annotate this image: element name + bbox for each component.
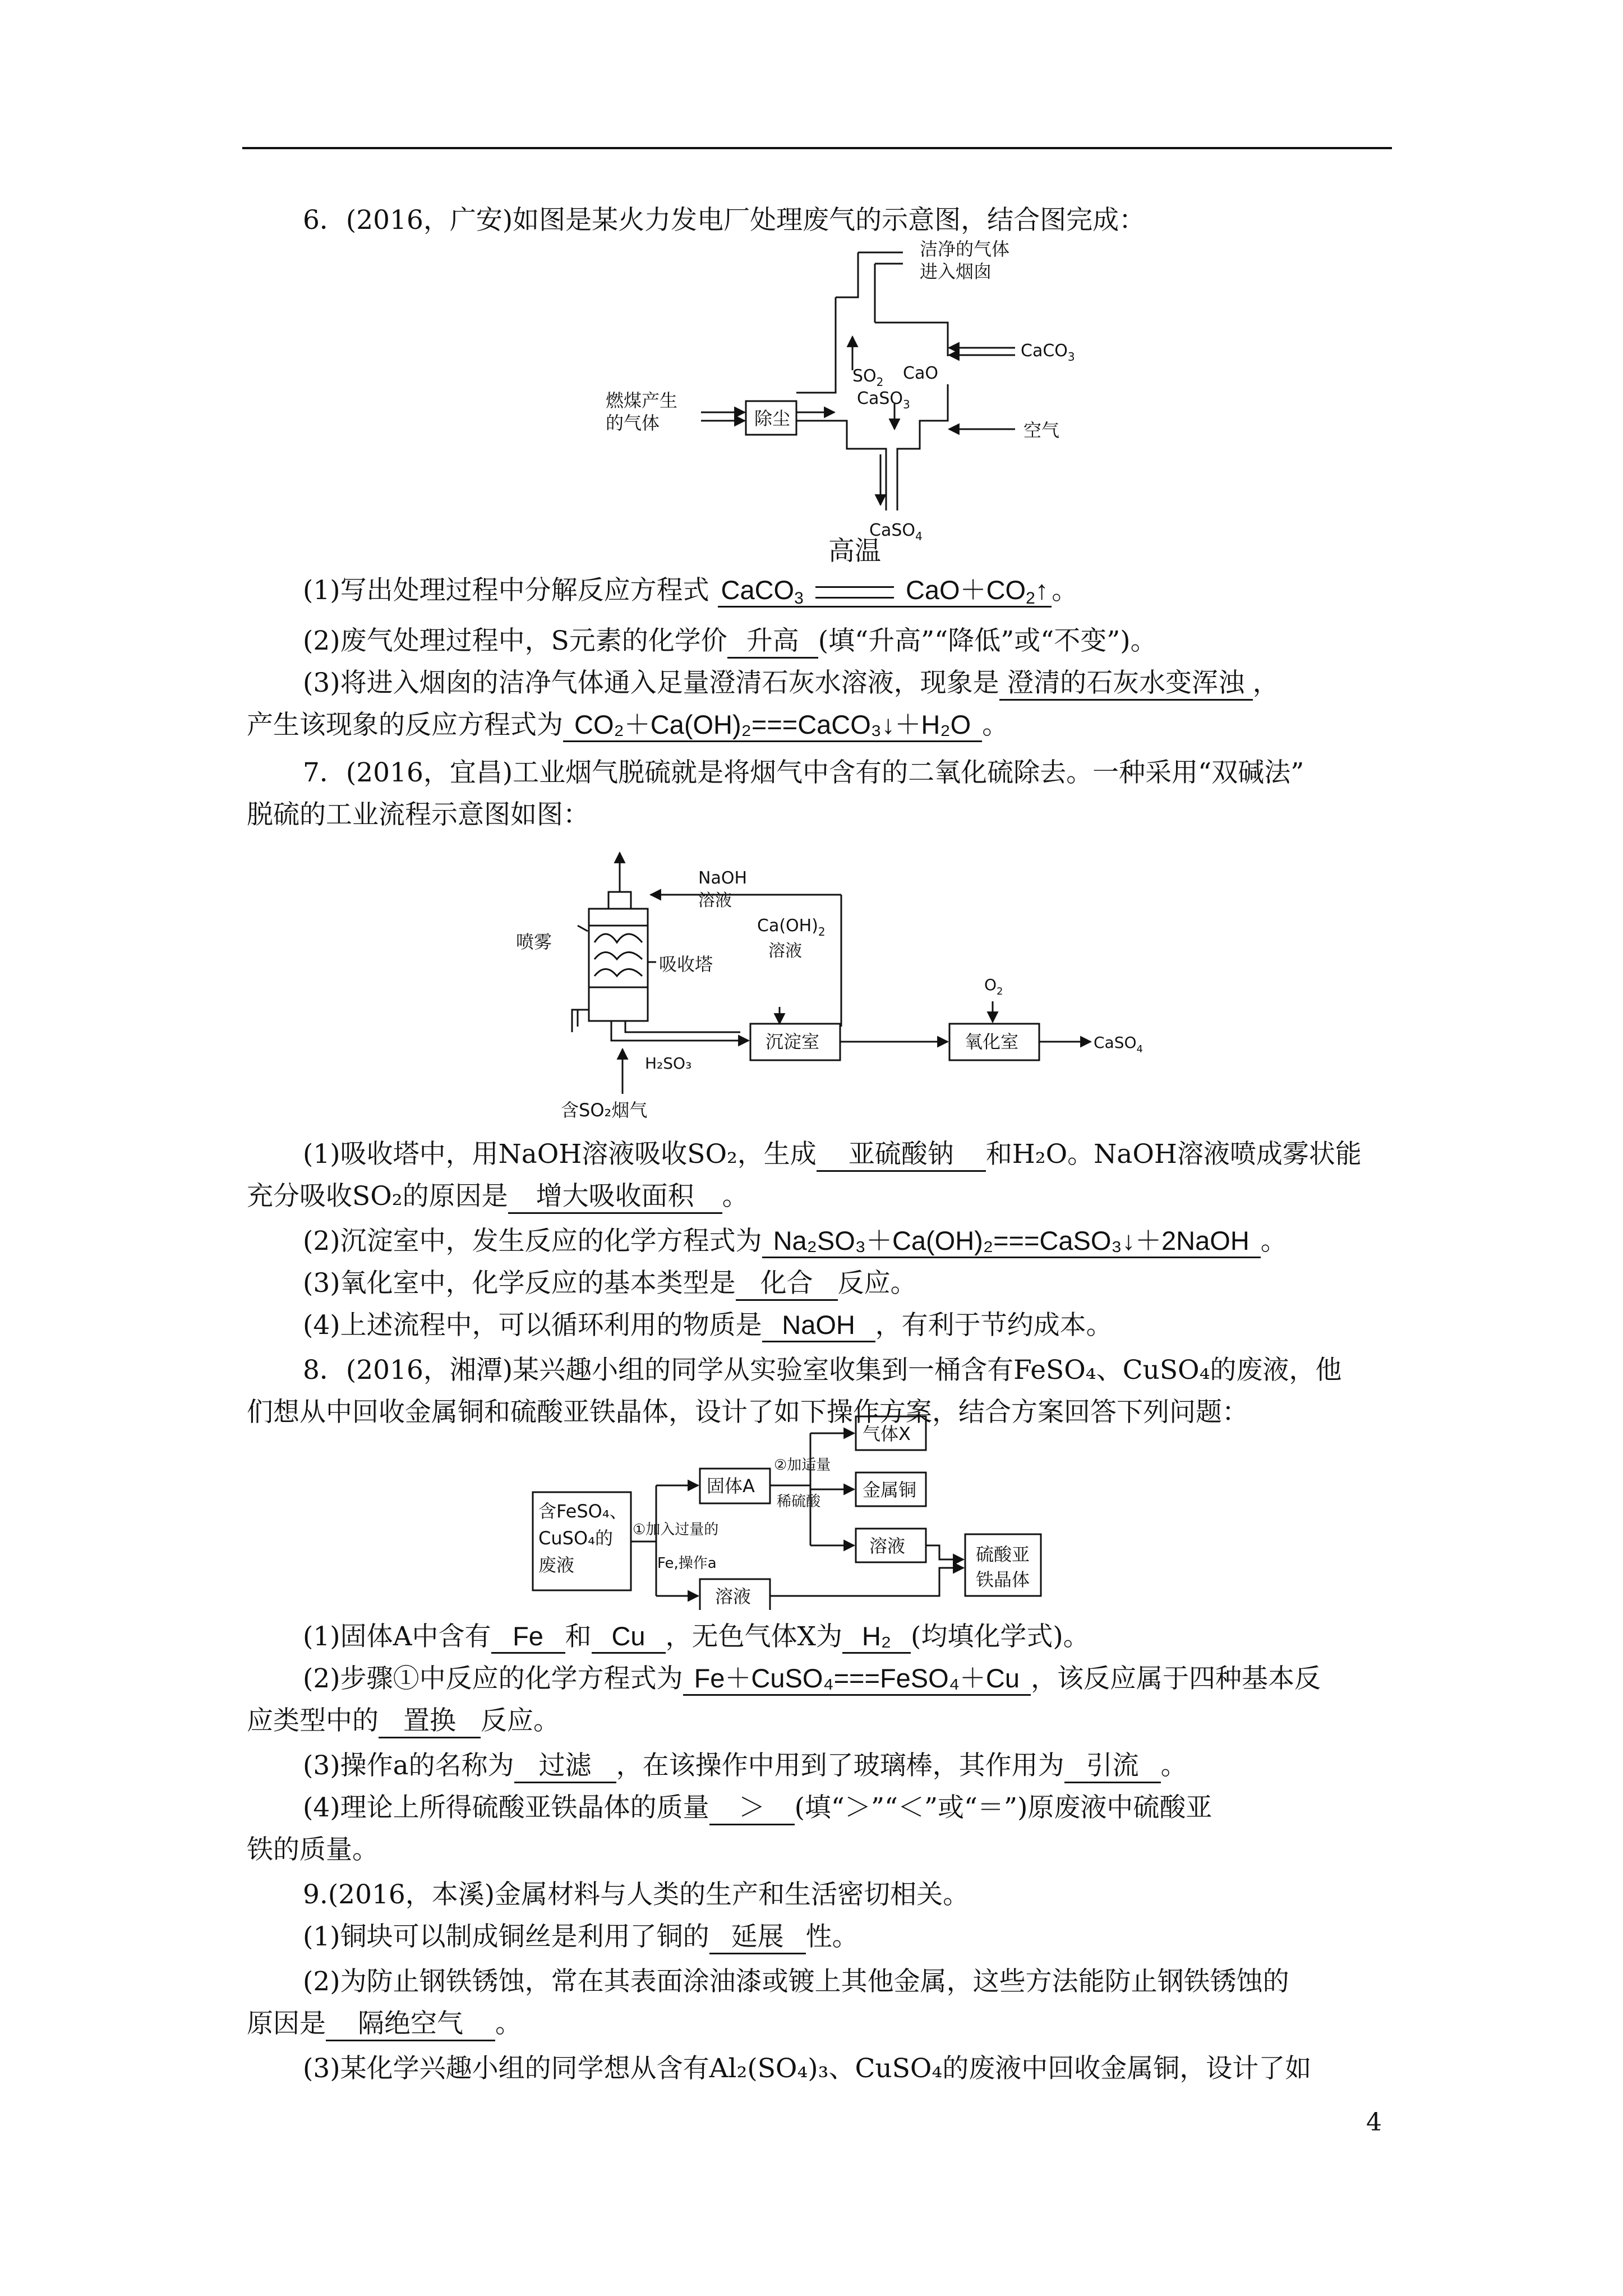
q6-label-cao: CaO bbox=[903, 364, 938, 383]
q7-stem-1: 7．(2016，宜昌)工业烟气脱硫就是将烟气中含有的二氧化硫除去。一种采用“双碱法” bbox=[303, 757, 1304, 788]
q8-part4b: 铁的质量。 bbox=[247, 1834, 379, 1865]
q8-part1-answer-1: Fe bbox=[491, 1621, 565, 1654]
q8-part2-answer: Fe＋CuSO₄===FeSO₄＋Cu bbox=[683, 1663, 1031, 1696]
q6-part3b: 产生该现象的反应方程式为 CO₂＋Ca(OH)₂===CaCO₃↓＋H₂O 。 bbox=[247, 707, 1391, 744]
q8-label-step1-1: ①加入过量的 bbox=[633, 1521, 719, 1538]
q8-part4: (4)理论上所得硫酸亚铁晶体的质量 ＞ (填“＞”“＜”或“＝”)原废液中硫酸亚 bbox=[303, 1789, 1391, 1826]
q8-part1-answer-3: H₂ bbox=[842, 1621, 911, 1654]
q8-label-step2-2: 稀硫酸 bbox=[777, 1493, 821, 1510]
q6-label-caco3: CaCO$_3$ bbox=[1021, 341, 1075, 364]
q6-part1: (1)写出处理过程中分解反应方程式 CaCO$_3$ 高温 $CaO+CO_2↑$ 。 bbox=[303, 536, 1078, 608]
q8-part3-answer-2: 引流 bbox=[1064, 1750, 1161, 1783]
q6-part2: (2)废气处理过程中，S元素的化学价 升高 (填“升高”“降低”或“不变”)。 bbox=[303, 623, 1391, 660]
page-number: 4 bbox=[1366, 2108, 1382, 2137]
q9-part1-answer: 延展 bbox=[709, 1921, 806, 1954]
q6-part3-answer: 澄清的石灰水变浑浊 bbox=[999, 668, 1253, 701]
q6-part3b-answer: CO₂＋Ca(OH)₂===CaCO₃↓＋H₂O bbox=[563, 709, 982, 742]
q8-stem-2: 们想从中回收金属铜和硫酸亚铁晶体，设计了如下操作方案，结合方案回答下列问题： bbox=[247, 1397, 1248, 1428]
q7-part3: (3)氧化室中，化学反应的基本类型是 化合 反应。 bbox=[303, 1265, 1391, 1302]
q7-diagram bbox=[505, 841, 1206, 1122]
q7-label-caoh2-solution: 溶液 bbox=[768, 941, 802, 961]
q6-part1-answer: CaCO$_3$ 高温 $CaO+CO_2↑$ bbox=[718, 574, 1052, 608]
q7-label-caso4: CaSO$_4$ bbox=[1094, 1033, 1143, 1055]
q7-part1-answer: 亚硫酸钠 bbox=[817, 1139, 986, 1172]
q8-label-solution-2: 溶液 bbox=[715, 1586, 751, 1607]
q6-equation-condition: 高温 bbox=[811, 574, 898, 606]
q7-part4-answer: NaOH bbox=[762, 1309, 875, 1342]
q9-part2: (2)为防止钢铁锈蚀，常在其表面涂油漆或镀上其他金属，这些方法能防止钢铁锈蚀的 bbox=[303, 1966, 1289, 1997]
q8-part1-answer-2: Cu bbox=[592, 1621, 666, 1654]
q8-part2b: 应类型中的 置换 反应。 bbox=[247, 1703, 1391, 1740]
q8-part2: (2)步骤①中反应的化学方程式为 Fe＋CuSO₄===FeSO₄＋Cu ，该反应属于四种基本反 bbox=[303, 1660, 1391, 1697]
q6-part2-answer: 升高 bbox=[727, 625, 818, 659]
q7-stem-2: 脱硫的工业流程示意图如图： bbox=[247, 799, 589, 830]
q8-label-waste-3: 废液 bbox=[538, 1554, 575, 1576]
q8-label-step2-1: ②加适量 bbox=[774, 1457, 831, 1474]
q7-label-h2so3: H₂SO₃ bbox=[645, 1054, 692, 1073]
q7-label-caoh2: $Ca(OH)_2$ bbox=[757, 916, 826, 938]
q9-part3: (3)某化学兴趣小组的同学想从含有Al₂(SO₄)₃、CuSO₄的废液中回收金属铜，设计了如 bbox=[303, 2053, 1312, 2084]
q7-part4: (4)上述流程中，可以循环利用的物质是 NaOH ，有利于节约成本。 bbox=[303, 1307, 1391, 1344]
q6-label-air: 空气 bbox=[1023, 420, 1060, 441]
q7-part2: (2)沉淀室中，发生反应的化学方程式为 Na₂SO₃＋Ca(OH)₂===CaSO₃↓＋2NaOH 。 bbox=[303, 1223, 1391, 1260]
q7-part1b-answer: 增大吸收面积 bbox=[508, 1181, 722, 1214]
q8-label-step1-2: Fe,操作a bbox=[657, 1555, 717, 1572]
q8-label-crystal-1: 硫酸亚 bbox=[976, 1544, 1030, 1565]
q9-part2b-answer: 隔绝空气 bbox=[326, 2008, 495, 2041]
q7-part2-answer: Na₂SO₃＋Ca(OH)₂===CaSO₃↓＋2NaOH bbox=[762, 1225, 1261, 1258]
q7-label-naoh-1: NaOH bbox=[698, 868, 747, 888]
q6-label-clean-gas-2: 进入烟囱 bbox=[920, 261, 992, 282]
q6-label-caso3: CaSO$_3$ bbox=[857, 389, 910, 411]
q8-part4-answer: ＞ bbox=[709, 1792, 795, 1825]
q9-part1: (1)铜块可以制成铜丝是利用了铜的 延展 性。 bbox=[303, 1918, 1391, 1955]
q6-label-so2: $SO_2$ bbox=[852, 366, 884, 389]
q6-diagram bbox=[589, 236, 1150, 550]
q7-label-tower: 吸收塔 bbox=[659, 954, 713, 975]
q7-label-oxid: 氧化室 bbox=[965, 1031, 1019, 1052]
q6-label-dedust: 除尘 bbox=[754, 408, 791, 429]
q6-part1-prompt: (1)写出处理过程中分解反应方程式 bbox=[303, 575, 709, 606]
q7-part3-answer: 化合 bbox=[736, 1268, 838, 1301]
header-rule bbox=[242, 147, 1392, 149]
q7-label-o2: $O_2$ bbox=[984, 976, 1003, 997]
q8-label-solid-a: 固体A bbox=[707, 1475, 755, 1497]
q7-label-naoh-2: 溶液 bbox=[698, 891, 732, 910]
q6-stem: 6．(2016，广安)如图是某火力发电厂处理废气的示意图，结合图完成： bbox=[303, 205, 1146, 236]
q7-label-spray: 喷雾 bbox=[516, 931, 552, 953]
q8-part2b-answer: 置换 bbox=[379, 1705, 481, 1738]
q7-label-settle: 沉淀室 bbox=[766, 1031, 820, 1052]
q7-part1b: 充分吸收SO₂的原因是 增大吸收面积 。 bbox=[247, 1178, 1391, 1215]
q8-label-gas-x: 气体X bbox=[863, 1423, 911, 1444]
q6-part3: (3)将进入烟囱的洁净气体通入足量澄清石灰水溶液，现象是 澄清的石灰水变浑浊 ， bbox=[303, 665, 1391, 702]
q8-label-crystal-2: 铁晶体 bbox=[976, 1569, 1030, 1590]
q9-stem: 9.(2016，本溪)金属材料与人类的生产和生活密切相关。 bbox=[303, 1879, 970, 1910]
q7-label-flue: 含SO₂烟气 bbox=[561, 1099, 648, 1121]
q6-label-caso4: CaSO$_4$ bbox=[869, 521, 923, 543]
q8-part3: (3)操作a的名称为 过滤 ，在该操作中用到了玻璃棒，其作用为 引流 。 bbox=[303, 1747, 1391, 1784]
q8-diagram bbox=[527, 1414, 1172, 1610]
q6-label-coal-gas-1: 燃煤产生 bbox=[606, 390, 678, 411]
q8-label-copper: 金属铜 bbox=[863, 1479, 917, 1501]
q8-part1: (1)固体A中含有 Fe 和 Cu ，无色气体X为 H₂ (均填化学式)。 bbox=[303, 1618, 1391, 1655]
q6-label-coal-gas-2: 的气体 bbox=[606, 412, 660, 434]
q8-label-solution-1: 溶液 bbox=[869, 1535, 906, 1557]
q8-label-waste-2: CuSO₄的 bbox=[538, 1527, 613, 1549]
q7-part1: (1)吸收塔中，用NaOH溶液吸收SO₂，生成 亚硫酸钠 和H₂O。NaOH溶液喷成雾状能 bbox=[303, 1136, 1391, 1173]
q8-part3-answer: 过滤 bbox=[514, 1750, 616, 1783]
q8-stem-1: 8．(2016，湘潭)某兴趣小组的同学从实验室收集到一桶含有FeSO₄、CuSO₄的废液，他 bbox=[303, 1355, 1342, 1386]
q9-part2b: 原因是 隔绝空气 。 bbox=[247, 2005, 1391, 2042]
q6-label-clean-gas-1: 洁净的气体 bbox=[920, 238, 1010, 260]
q8-label-waste-1: 含FeSO₄、 bbox=[538, 1501, 628, 1522]
